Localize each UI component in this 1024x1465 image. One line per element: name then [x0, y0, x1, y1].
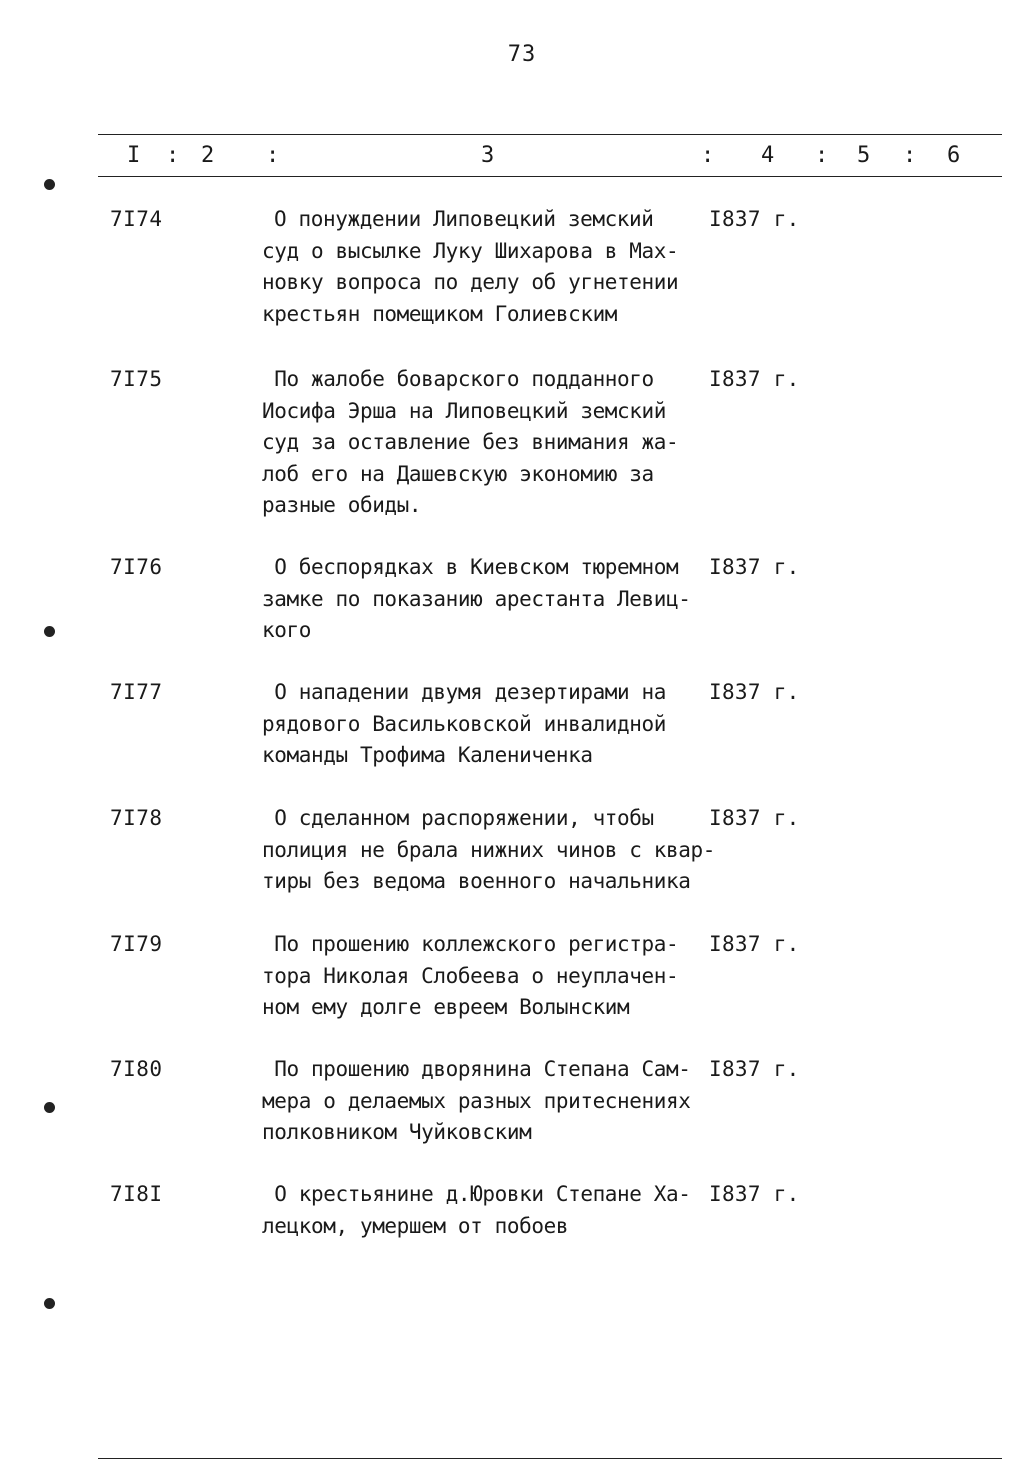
description-line: тиры без ведома военного начальника [262, 869, 691, 893]
column-4-header: 4 [761, 143, 775, 168]
entry-year: I837 г. [709, 932, 800, 956]
punch-hole-icon [44, 179, 55, 190]
entry-year: I837 г. [709, 680, 800, 704]
column-separator: : [266, 143, 280, 168]
punch-hole-icon [44, 1298, 55, 1309]
entry-number: 7I76 [110, 555, 163, 579]
entry-description [262, 552, 712, 647]
entry-year: I837 г. [709, 1182, 800, 1206]
description-line: мера о делаемых разных притеснениях [262, 1088, 691, 1113]
page-number: 73 [507, 42, 537, 67]
description-line: лоб его на Дашевскую экономию за [262, 461, 654, 486]
description-line: суд за оставление без внимания жа- [262, 430, 679, 454]
entry-number: 7I80 [110, 1057, 163, 1081]
entry-number: 7I74 [110, 207, 163, 231]
description-line: О нападении двумя дезертирами на [262, 680, 667, 704]
column-separator: : [166, 143, 180, 168]
description-line: рядового Васильковской инвалидной [262, 711, 667, 736]
entry-number: 7I78 [110, 806, 163, 830]
description-line: замке по показанию арестанта Левиц- [262, 586, 691, 611]
page-bottom-rule [98, 1458, 1002, 1459]
entry-year: I837 г. [709, 806, 800, 830]
entry-number: 7I8I [110, 1182, 163, 1206]
entry-description [262, 677, 712, 772]
column-separator: : [701, 143, 715, 168]
entry-description [262, 1179, 712, 1242]
column-5-header: 5 [857, 143, 871, 168]
entry-year: I837 г. [709, 1057, 800, 1081]
description-line: О понуждении Липовецкий земский [274, 207, 654, 231]
entry-number: 7I75 [110, 367, 163, 391]
column-2-header: 2 [201, 143, 215, 168]
table-top-rule [98, 134, 1002, 135]
column-1-header: I [127, 143, 141, 168]
description-line: крестьян помещиком Голиевским [262, 301, 618, 326]
entry-description [262, 364, 712, 522]
description-line: По прошению коллежского регистра- [262, 932, 679, 956]
description-line: полиция не брала нижних чинов с квар- [262, 837, 715, 862]
column-6-header: 6 [947, 143, 961, 168]
description-line: разные обиды. [262, 493, 422, 517]
description-line: суд о высылке Луку Шихарова в Мах- [262, 238, 679, 263]
entry-description [262, 1054, 712, 1149]
description-line: Иосифа Эрша на Липовецкий земский [262, 398, 667, 423]
entry-year: I837 г. [709, 367, 800, 391]
description-line: лецком, умершем от побоев [262, 1213, 569, 1238]
description-line: новку вопроса по делу об угнетении [262, 270, 679, 294]
description-line: По прошению дворянина Степана Сам- [262, 1057, 691, 1081]
entry-year: I837 г. [709, 555, 800, 579]
column-separator: : [815, 143, 829, 168]
table-header-rule [98, 176, 1002, 177]
column-3-header: 3 [481, 143, 495, 168]
entry-description [262, 929, 712, 1024]
entry-year: I837 г. [709, 207, 800, 231]
description-line: По жалобе боварского подданного [262, 367, 654, 391]
description-line: кого [262, 618, 311, 642]
entry-number: 7I79 [110, 932, 163, 956]
description-line: О крестьянине д.Юровки Степане Ха- [262, 1182, 691, 1206]
description-line: О беспорядках в Киевском тюремном [262, 555, 679, 579]
description-line: команды Трофима Калениченка [262, 743, 593, 767]
entry-number: 7I77 [110, 680, 163, 704]
description-line: О сделанном распоряжении, чтобы [262, 806, 654, 830]
description-line: полковником Чуйковским [262, 1120, 532, 1144]
entry-description [262, 803, 715, 898]
description-line: ном ему долге евреем Волынским [262, 995, 630, 1019]
column-separator: : [903, 143, 917, 168]
description-line: тора Николая Слобеева о неуплачен- [262, 963, 679, 988]
punch-hole-icon [44, 626, 55, 637]
punch-hole-icon [44, 1102, 55, 1113]
entry-description [262, 204, 712, 330]
